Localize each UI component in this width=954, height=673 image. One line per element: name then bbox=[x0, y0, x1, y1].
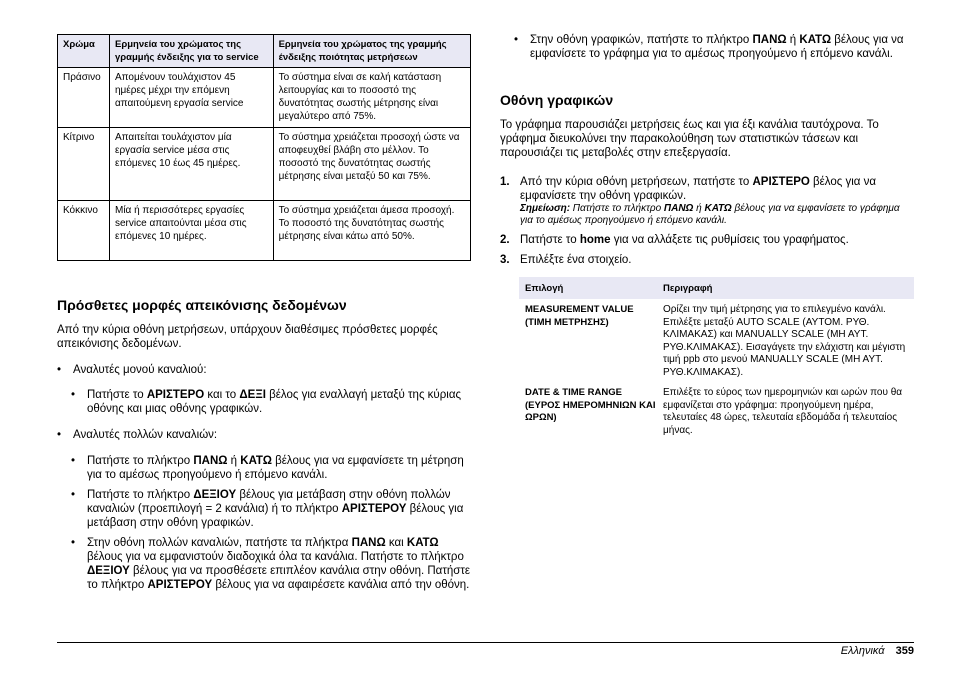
table-cell: Επιλέξτε το εύρος των ημερομηνιών και ωρών που θα εμφανίζεται στο γράφημα: προηγούμενη ημέρα, τελευταίες 48 ώρες, τελευταία εβδομάδα ή τελευταίος μήνας. bbox=[663, 387, 903, 436]
list-item: • Στην οθόνη πολλών καναλιών, πατήστε τα πλήκτρα ΠΑΝΩ και ΚΑΤΩ βέλους για να εμφανιστούν διαδοχικά όλα τα κανάλια. Πατήστε το πλήκτρο ΔΕΞΙΟΥ βέλους για να προσθέσετε επιπλέον κανάλια στην οθόνη. Πατήστε το πλήκτρο ΑΡΙΣΤΕΡΟΥ βέλους για να αφαιρέσετε κανάλια από την οθόνη. bbox=[71, 536, 471, 592]
table-cell: Το σύστημα είναι σε καλή κατάσταση λειτουργίας και το ποσοστό της δυνατότητας σωστής μέτρησης είναι μεγαλύτερο από 75%. bbox=[273, 68, 470, 128]
list-item: • Πατήστε το πλήκτρο ΔΕΞΙΟΥ βέλους για μετάβαση στην οθόνη πολλών καναλιών (προεπιλογή = 2 κανάλια) ή το πλήκτρο ΑΡΙΣΤΕΡΟΥ βέλους για μετάβαση στην οθόνη γραφικών. bbox=[71, 488, 471, 530]
footer-divider bbox=[57, 642, 914, 643]
table-cell: Μία ή περισσότερες εργασίες service απαιτούνται μέσα στις επόμενες 10 ημέρες. bbox=[109, 201, 273, 261]
table-cell: Κίτρινο bbox=[58, 128, 110, 201]
list-item: • Πατήστε το ΑΡΙΣΤΕΡΟ και το ΔΕΞΙ βέλος για εναλλαγή μεταξύ της κύριας οθόνης και μιας οθόνης γραφικών. bbox=[71, 388, 471, 416]
note-text: Σημείωση: Πατήστε το πλήκτρο ΠΑΝΩ ή ΚΑΤΩ βέλους για να εμφανίσετε το γράφημα για το αμέσως προηγούμενο ή επόμενο κανάλι. bbox=[520, 203, 900, 226]
step-item: 2. Πατήστε το home για να αλλάξετε τις ρυθμίσεις του γραφήματος. bbox=[500, 234, 849, 246]
step-item: 3. Επιλέξτε ένα στοιχείο. bbox=[500, 254, 632, 266]
table-header-cell: Ερμηνεία του χρώματος της γραμμής ένδειξης ποιότητας μετρήσεων bbox=[273, 35, 470, 68]
table-cell: Απαιτείται τουλάχιστον μία εργασία service μέσα στις επόμενες 10 έως 45 ημέρες. bbox=[109, 128, 273, 201]
steps-list bbox=[500, 175, 914, 267]
table-cell: Πράσινο bbox=[58, 68, 110, 128]
single-channel-list bbox=[57, 363, 471, 377]
table-cell: Ορίζει την τιμή μέτρησης για το επιλεγμένο κανάλι. Επιλέξτε μεταξύ AUTO SCALE (ΑΥΤΟΜ. ΡΥΘ. ΚΛΙΜΑΚΑΣ) και MANUALLY SCALE (ΜΗ ΑΥΤ. ΡΥΘ.ΚΛΙΜΑΚΑΣ). Εισαγάγετε την ελάχιστη και μέγιστη τιμή ppb στο μενού MANUALLY SCALE (ΜΗ ΑΥΤ. ΡΥΘ.ΚΛΙΜΑΚΑΣ). bbox=[663, 304, 906, 378]
page-footer bbox=[841, 645, 914, 657]
table-row bbox=[58, 128, 471, 201]
table-cell: DATE & TIME RANGE (ΕΥΡΟΣ ΗΜΕΡΟΜΗΝΙΩΝ ΚΑΙ ΩΡΩΝ) bbox=[525, 387, 656, 423]
table-row bbox=[519, 387, 914, 437]
table-cell: Το σύστημα χρειάζεται προσοχή ώστε να αποφευχθεί βλάβη στο μέλλον. Το ποσοστό της δυνατότητας σωστής μέτρησης είναι μεταξύ 50 και 75%. bbox=[273, 128, 470, 201]
graph-intro-paragraph: Το γράφημα παρουσιάζει μετρήσεις έως και για έξι κανάλια ταυτόχρονα. Το γράφημα διευκολύνει την παρακολούθηση των στατιστικών τάσεων και παρουσιάζει τις μεταβολές στην επεξεργασία. bbox=[500, 119, 879, 159]
footer-language: Ελληνικά bbox=[840, 645, 885, 657]
table-header-cell: Χρώμα bbox=[58, 35, 110, 68]
list-item: • Αναλυτές μονού καναλιού: bbox=[57, 363, 471, 377]
graph-navigation-list bbox=[514, 33, 914, 61]
table-cell: Το σύστημα χρειάζεται άμεσα προσοχή. Το ποσοστό της δυνατότητας σωστής μέτρησης είναι κάτω από 50%. bbox=[273, 201, 470, 261]
table-row bbox=[58, 201, 471, 261]
table-header-cell: Ερμηνεία του χρώματος της γραμμής ένδειξης για το service bbox=[109, 35, 273, 68]
table-row bbox=[519, 304, 914, 387]
table-header-cell: Περιγραφή bbox=[663, 282, 713, 294]
list-item: • Στην οθόνη γραφικών, πατήστε το πλήκτρο ΠΑΝΩ ή ΚΑΤΩ βέλους για να εμφανίσετε το γράφημα για το αμέσως προηγούμενο ή επόμενο κανάλι. bbox=[514, 33, 914, 61]
multi-channel-list bbox=[57, 428, 471, 442]
options-table bbox=[519, 277, 914, 437]
page-number: 359 bbox=[895, 645, 914, 657]
table-header-row bbox=[58, 35, 471, 68]
table-cell: MEASUREMENT VALUE (ΤΙΜΗ ΜΕΤΡΗΣΗΣ) bbox=[525, 304, 634, 328]
table-cell: Απομένουν τουλάχιστον 45 ημέρες μέχρι την επόμενη απαιτούμενη εργασία service bbox=[109, 68, 273, 128]
multi-channel-sublist bbox=[71, 454, 471, 592]
table-row bbox=[58, 68, 471, 128]
list-item: • Πατήστε το πλήκτρο ΠΑΝΩ ή ΚΑΤΩ βέλους για να εμφανίσετε τη μέτρηση για το αμέσως προηγούμενο ή επόμενο κανάλι. bbox=[71, 454, 471, 482]
intro-paragraph: Από την κύρια οθόνη μετρήσεων, υπάρχουν διαθέσιμες πρόσθετες μορφές απεικόνισης δεδομένων. bbox=[57, 324, 438, 350]
single-channel-sublist bbox=[71, 388, 471, 416]
step-item: 1. Από την κύρια οθόνη μετρήσεων, πατήστε το ΑΡΙΣΤΕΡΟ βέλος για να εμφανίσετε την οθόνη γραφικών. Σημείωση: Πατήστε το πλήκτρο ΠΑΝΩ ή ΚΑΤΩ βέλους για να εμφανίσετε το γράφημα για το αμέσως προηγούμενο ή επόμενο κανάλι. bbox=[500, 175, 914, 227]
color-interpretation-table bbox=[57, 34, 471, 261]
list-item: • Αναλυτές πολλών καναλιών: bbox=[57, 428, 471, 442]
section-heading-graph-screen: Οθόνη γραφικών bbox=[500, 92, 614, 108]
table-header-cell: Επιλογή bbox=[525, 282, 564, 294]
table-cell: Κόκκινο bbox=[58, 201, 110, 261]
table-header-row bbox=[519, 277, 914, 299]
section-heading-additional-formats: Πρόσθετες μορφές απεικόνισης δεδομένων bbox=[57, 297, 347, 313]
